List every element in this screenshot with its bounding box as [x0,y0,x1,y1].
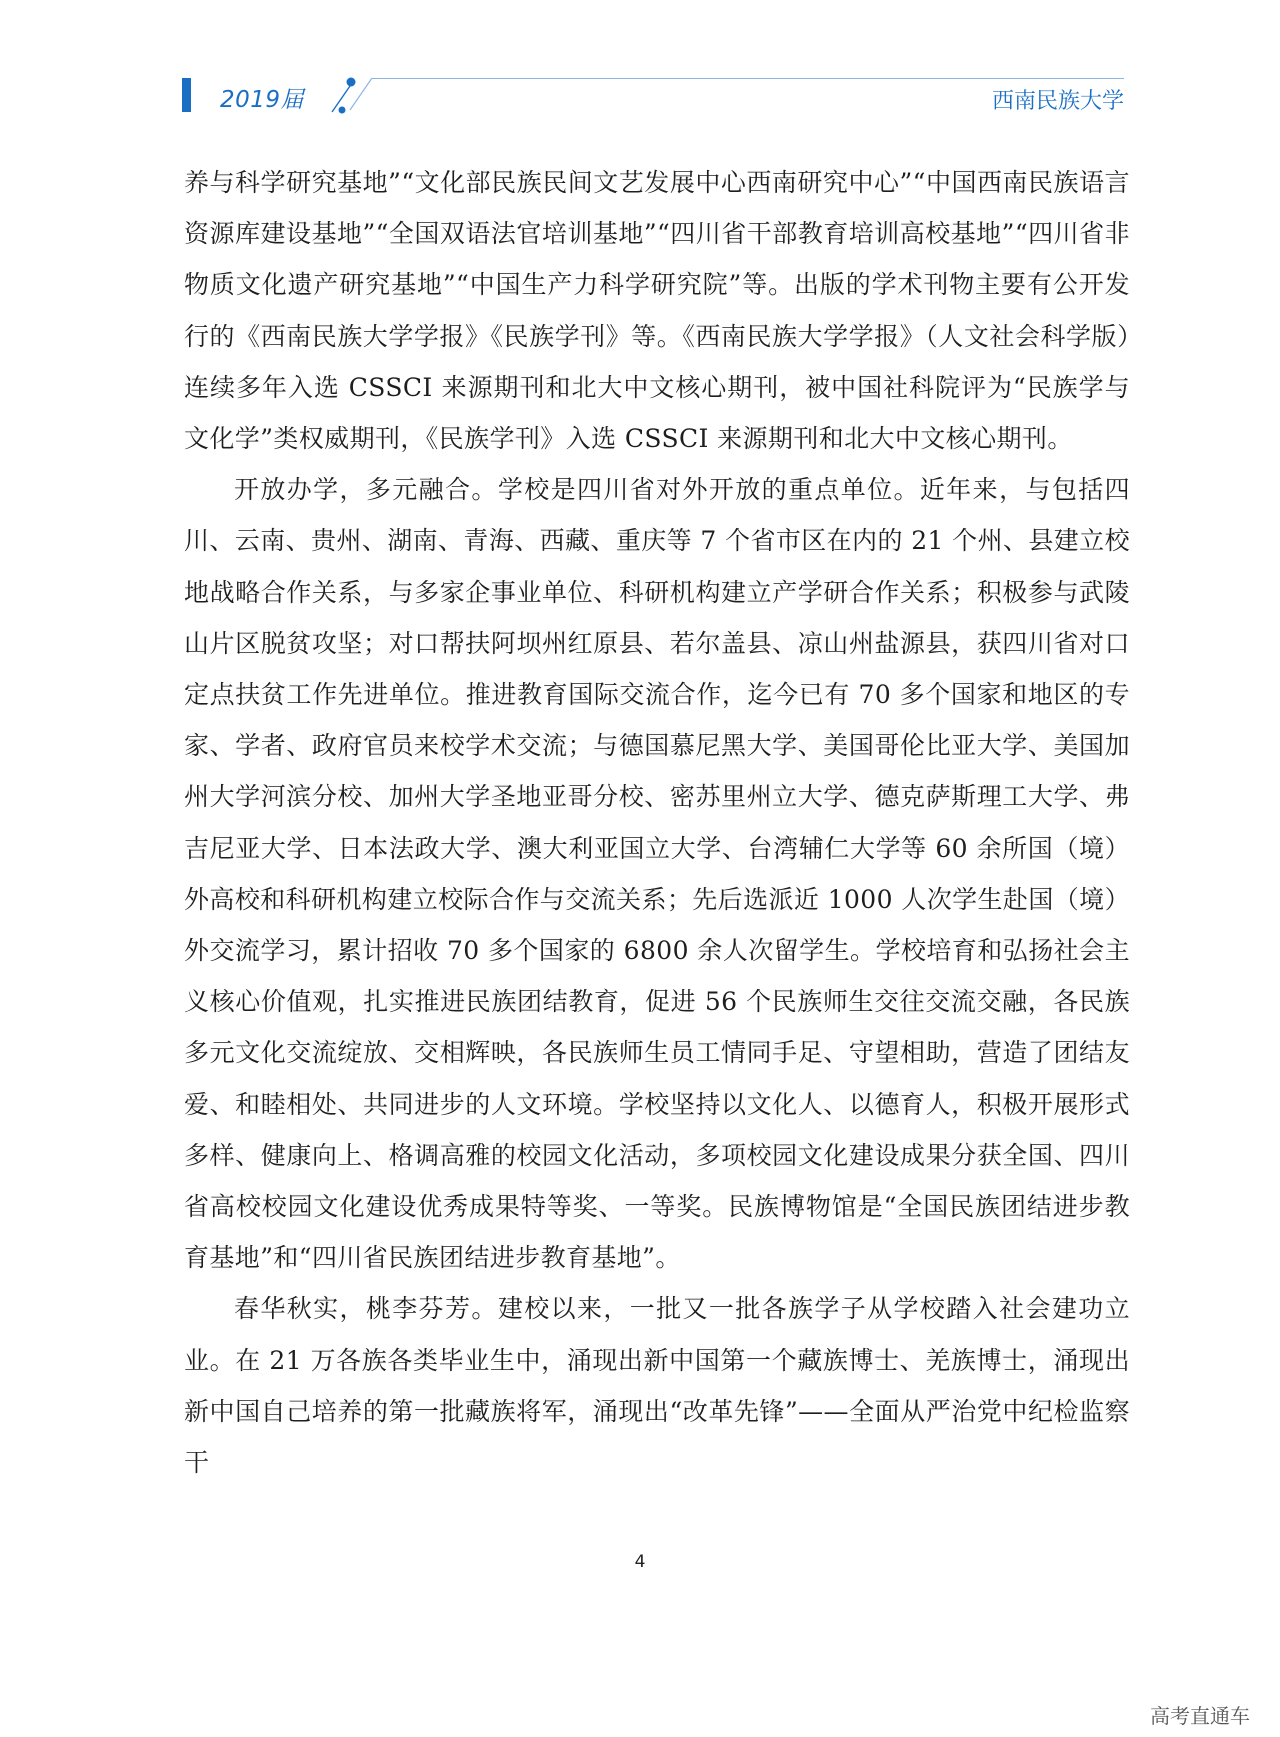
page-number: 4 [634,1552,646,1572]
header-rule [372,78,1124,79]
header-school-name: 西南民族大学 [991,89,1124,114]
paragraph: 养与科学研究基地”“文化部民族民间文艺发展中心西南研究中心”“中国西南民族语言资源库建设基地”“全国双语法官培训基地”“四川省干部教育培训高校基地”“四川省非物质文化遗产研究基地”“中国生产力科学研究院”等。出版的学术刊物主要有公开发行的《西南民族大学学报》《民族学刊》等。《西南民族大学学报》（人文社会科学版）连续多年入选 CSSCI 来源期刊和北大中文核心期刊，被中国社科院评为“民族学与文化学”类权威期刊，《民族学刊》入选 CSSCI 来源期刊和北大中文核心期刊。 [184,168,1130,454]
header-dots-decoration-icon [322,74,382,120]
paragraph: 开放办学，多元融合。学校是四川省对外开放的重点单位。近年来，与包括四川、云南、贵州、湖南、青海、西藏、重庆等 7 个省市区在内的 21 个州、县建立校地战略合作关系，与多家企事业单位、科研机构建立产学研合作关系；积极参与武陵山片区脱贫攻坚；对口帮扶阿坝州红原县、若尔盖县、凉山州盐源县，获四川省对口定点扶贫工作先进单位。推进教育国际交流合作，迄今已有 70 多个国家和地区的专家、学者、政府官员来校学术交流；与德国慕尼黑大学、美国哥伦比亚大学、美国加州大学河滨分校、加州大学圣地亚哥分校、密苏里州立大学、德克萨斯理工大学、弗吉尼亚大学、日本法政大学、澳大利亚国立大学、台湾辅仁大学等 60 余所国（境）外高校和科研机构建立校际合作与交流关系；先后选派近 1000 人次学生赴国（境）外交流学习，累计招收 70 多个国家的 6800 余人次留学生。学校培育和弘扬社会主义核心价值观，扎实推进民族团结教育，促进 56 个民族师生交往交流交融，各民族多元文化交流绽放、交相辉映，各民族师生员工情同手足、守望相助，营造了团结友爱、和睦相处、共同进步的人文环境。学校坚持以文化人、以德育人，积极开展形式多样、健康向上、格调高雅的校园文化活动，多项校园文化建设成果分获全国、四川省高校校园文化建设优秀成果特等奖、一等奖。民族博物馆是“全国民族团结进步教育基地”和“四川省民族团结进步教育基地”。 [184,475,1130,1273]
body-text [184,157,1130,1488]
paragraph: 春华秋实，桃李芬芳。建校以来，一批又一批各族学子从学校踏入社会建功立业。在 21 万各族各类毕业生中，涌现出新中国第一个藏族博士、羌族博士，涌现出新中国自己培养的第一批藏族将军，涌现出“改革先锋”——全面从严治党中纪检监察干 [184,1294,1130,1478]
header-year-label: 2019届 [220,87,305,113]
watermark: 高考直通车 [1150,1704,1250,1728]
page-header [182,78,1124,118]
header-accent-bar [182,78,191,112]
